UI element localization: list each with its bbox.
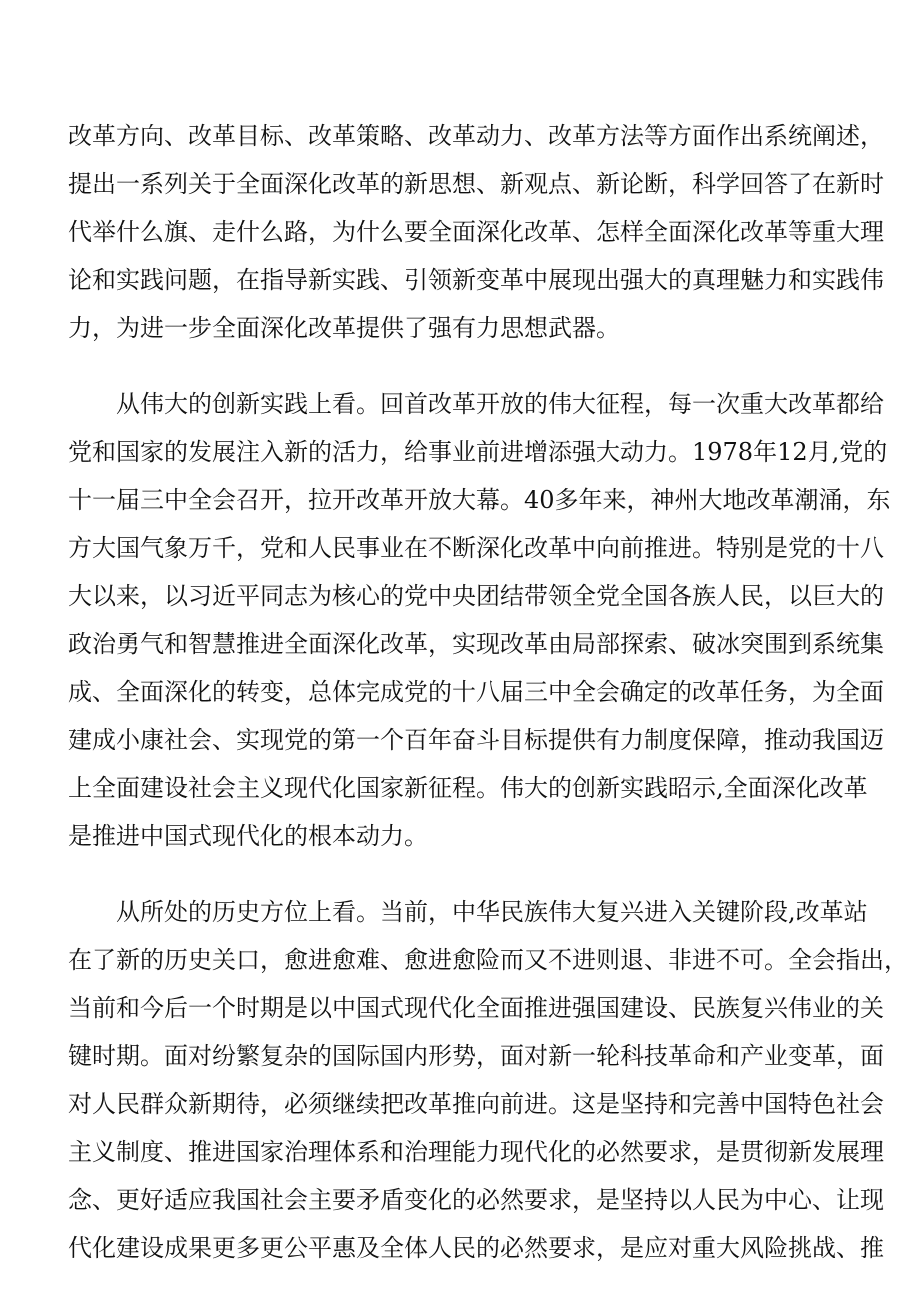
paragraph-3 bbox=[68, 888, 908, 1272]
text-line: 十一届三中全会召开，拉开改革开放大幕。40多年来，神州大地改革潮涌，东 bbox=[68, 486, 891, 514]
paragraph-1 bbox=[68, 112, 884, 352]
text-line: 主义制度、推进国家治理体系和治理能力现代化的必然要求，是贯彻新发展理 bbox=[68, 1138, 884, 1166]
text-line: 代化建设成果更多更公平惠及全体人民的必然要求，是应对重大风险挑战、推 bbox=[68, 1234, 884, 1262]
text-line: 成、全面深化的转变，总体完成党的十八届三中全会确定的改革任务，为全面 bbox=[68, 678, 884, 706]
text-line: 代举什么旗、走什么路，为什么要全面深化改革、怎样全面深化改革等重大理 bbox=[68, 218, 884, 246]
text-line: 上全面建设社会主义现代化国家新征程。伟大的创新实践昭示,全面深化改革 bbox=[68, 774, 868, 802]
text-line: 提出一系列关于全面深化改革的新思想、新观点、新论断，科学回答了在新时 bbox=[68, 170, 884, 198]
paragraph-gap bbox=[68, 860, 854, 888]
text-line: 从所处的历史方位上看。当前，中华民族伟大复兴进入关键阶段,改革站 bbox=[116, 898, 868, 926]
text-line: 念、更好适应我国社会主要矛盾变化的必然要求，是坚持以人民为中心、让现 bbox=[68, 1186, 884, 1214]
text-line: 力，为进一步全面深化改革提供了强有力思想武器。 bbox=[68, 314, 620, 342]
text-line: 党和国家的发展注入新的活力，给事业前进增添强大动力。1978年12月,党的 bbox=[68, 438, 888, 466]
text-line: 对人民群众新期待，必须继续把改革推向前进。这是坚持和完善中国特色社会 bbox=[68, 1090, 884, 1118]
paragraph-gap bbox=[68, 352, 854, 380]
text-line: 是推进中国式现代化的根本动力。 bbox=[68, 822, 428, 850]
text-line: 建成小康社会、实现党的第一个百年奋斗目标提供有力制度保障，推动我国迈 bbox=[68, 726, 884, 754]
paragraph-2 bbox=[68, 380, 891, 860]
text-line: 政治勇气和智慧推进全面深化改革，实现改革由局部探索、破冰突围到系统集 bbox=[68, 630, 884, 658]
text-line: 方大国气象万千，党和人民事业在不断深化改革中向前推进。特别是党的十八 bbox=[68, 534, 884, 562]
text-line: 从伟大的创新实践上看。回首改革开放的伟大征程，每一次重大改革都给 bbox=[116, 390, 884, 418]
text-line: 论和实践问题，在指导新实践、引领新变革中展现出强大的真理魅力和实践伟 bbox=[68, 266, 884, 294]
text-line: 大以来，以习近平同志为核心的党中央团结带领全党全国各族人民，以巨大的 bbox=[68, 582, 884, 610]
text-line: 键时期。面对纷繁复杂的国际国内形势，面对新一轮科技革命和产业变革，面 bbox=[68, 1042, 884, 1070]
document-body bbox=[68, 112, 908, 1272]
text-line: 在了新的历史关口，愈进愈难、愈进愈险而又不进则退、非进不可。全会指出， bbox=[68, 946, 908, 974]
text-line: 当前和今后一个时期是以中国式现代化全面推进强国建设、民族复兴伟业的关 bbox=[68, 994, 884, 1022]
text-line: 改革方向、改革目标、改革策略、改革动力、改革方法等方面作出系统阐述， bbox=[68, 122, 884, 150]
